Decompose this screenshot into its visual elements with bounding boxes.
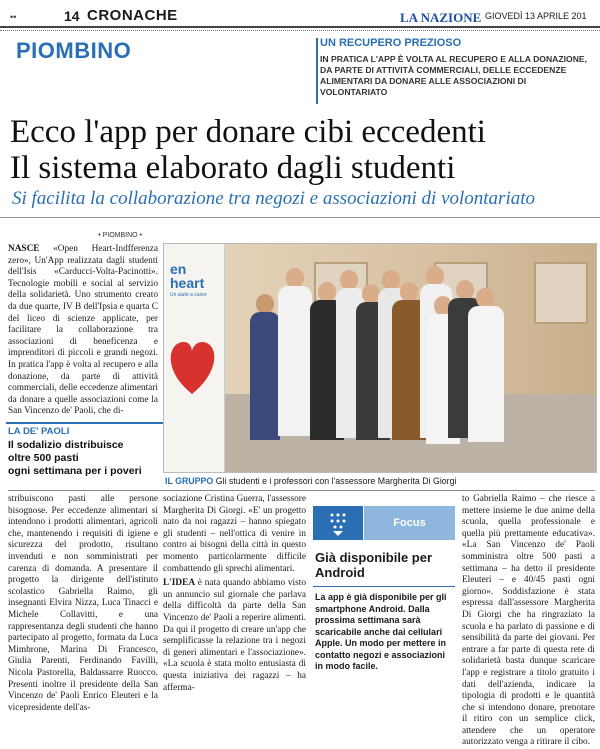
caption-text: Gli studenti e i professori con l'assessore Margherita Di Giorgi xyxy=(215,476,457,486)
person-head xyxy=(456,280,474,300)
header-rule xyxy=(0,26,600,28)
byline: • PIOMBINO • xyxy=(98,232,142,239)
sidebar-line-1: Il sodalizio distribuisce xyxy=(8,439,124,451)
banner-logo-line-1: en xyxy=(170,261,187,277)
article-column-2: stribuiscono pasti alle persone bisognose. Per eccedenze alimentari si intendono i prodotti alimentari, agricoli che, mantenendo i requisiti di igiene e sicurezza del prodotto, risultano invenduti e non somministrati per carenza di domanda. A presentare il progetto la dirigente dell'istituto scolastico Gabriella Raimo, gli insegnanti Elvira Nizza, Luca Tinacci e Michele Collavitti, e una rappresentanza degli studenti che hanno partecipato al progetto, formata da Luca Mimbrone, Marina Di Francesco, Giulia Parenti, Ferdinando Favilli, Nicola Pastorella, Baldassarre Ruocco. Presenti inoltre il presidente della San Vincenzo de' Paoli Enrico Eleuteri e la vicepresidente dell'as- xyxy=(8,494,158,713)
focus-body: La app è già disponibile per gli smartphone Android. Dalla prossima settimana sarà scaricabile anche dai cellulari Apple. Un modo per mettere in contatto negozi e associazioni in modo facile. xyxy=(315,592,447,671)
banner-logo-line-2: heart xyxy=(170,275,205,291)
person xyxy=(468,306,504,442)
person-head xyxy=(476,288,494,308)
subheadline: Si facilita la collaborazione tra negozi e associazioni di volontariato xyxy=(12,188,536,209)
group-photo xyxy=(163,243,597,473)
city-kicker: PIOMBINO xyxy=(16,38,132,63)
paragraph-lead: L'IDEA xyxy=(163,578,196,589)
banner-tagline: Un aiuto a cuore xyxy=(170,292,207,298)
column-3-text-a: sociazione Cristina Guerra, l'assessore Margherita Di Giorgi. «E' un progetto nato da noi ragazzi – hanno spiegato gli studenti – nell'ottica di venire in contro ai bisogni della città in questo momento particolarmente difficile combattendo gli sprechi alimentari. xyxy=(163,494,306,574)
sidebar-line-2: oltre 500 pasti xyxy=(8,452,79,464)
article-column-4: to Gabriella Raimo – che riesce a mettere insieme le due anime della scuola, quella professionale e quella più prettamente educativa». «La San Vincenzo de' Paoli somministra oltre 500 pasti a settimana – ha detto il presidente Eleuteri – e 40/45 pasti ogni giorno». Soddisfazione è stata espressa dall'assessore Margherita Di Giorgi che ha ringraziato la scuola e ha parlato di passione e di sensibilità da parte dei giovani. Per entrare a far parte di questa rete di solidarietà basta dunque scaricare l'app e registrare a titolo gratuito i dati dell'azienda, indicare la tipologia di prodotti e le quantità che si intendono donare, prenotare il ritiro con un semplice click, attendere che un operatore autorizzato venga a ritirare il cibo. xyxy=(462,494,595,748)
person xyxy=(278,286,312,436)
issue-date: GIOVEDÌ 13 APRILE 201 xyxy=(485,11,587,21)
recupero-accent-bar xyxy=(316,38,318,104)
article-column-1 xyxy=(8,244,158,418)
person-head xyxy=(340,270,358,290)
person xyxy=(250,312,280,440)
heart-icon xyxy=(166,324,218,404)
focus-label: Focus xyxy=(364,506,455,540)
sidebar-headline xyxy=(8,439,163,478)
section-title: CRONACHE xyxy=(87,7,178,24)
recupero-body: IN PRATICA L'APP È VOLTA AL RECUPERO E ALLA DONAZIONE, DA PARTE DI ATTIVITÀ COMMERCIALI, DELLE ECCEDENZE ALIMENTARI DA DONARE ALLE ASSOCIAZIONI DI VOLONTARIATO xyxy=(320,54,588,97)
photo-caption xyxy=(165,476,595,486)
caption-label: IL GRUPPO xyxy=(165,476,214,486)
article-column-3 xyxy=(163,494,306,694)
section-divider xyxy=(0,217,600,218)
page-number: 14 xyxy=(64,8,80,24)
focus-title: Già disponibile per Android xyxy=(315,550,433,580)
person-head xyxy=(256,294,274,314)
page-marker: •• xyxy=(10,12,17,22)
newspaper-name: LA NAZIONE xyxy=(400,10,482,25)
lead-word: NASCE xyxy=(8,244,40,254)
sidebar-line-3: ogni settimana per i poveri xyxy=(8,465,142,477)
android-icon xyxy=(313,506,363,540)
person-head xyxy=(286,268,304,288)
person-head xyxy=(426,266,444,286)
recupero-title: UN RECUPERO PREZIOSO xyxy=(320,37,462,49)
focus-divider xyxy=(313,586,455,587)
column-3-text-b: è nata quando abbiamo visto un annuncio sul giornale che parlava della difficoltà da parte della San Vincenzo de' Paoli a reperire alimenti. Da qui il progetto di creare un'app che semplificasse la relazione tra i negozi di generi alimentari e l'associazione». «La scuola è stata molto entusiasta di questa iniziativa dei ragazzi – ha afferma- xyxy=(163,578,306,693)
person-head xyxy=(400,282,418,302)
person-head xyxy=(382,270,400,290)
headline xyxy=(10,114,595,186)
headline-line-1: Ecco l'app per donare cibi eccedenti xyxy=(10,114,486,150)
sidebar-tag: LA DE' PAOLI xyxy=(8,426,70,437)
headline-line-2: Il sistema elaborato dagli studenti xyxy=(10,150,456,186)
photo-window xyxy=(534,262,588,324)
person-head xyxy=(318,282,336,302)
banner-logo-text xyxy=(170,262,204,290)
photo-banner xyxy=(164,244,225,472)
column-1-text: «Open Heart-Indfferenza zero», Un'App realizzata dagli studenti dell'Isis «Carducci-Volta-Pacinotti». Tecnologie mobili e social al servizio della solidarietà. Uno strumento creato da due quarte, IV B dell'Ipsia e quarta C del liceo di scienze applicate, per facilitare la collaborazione tra associazioni di beneficenza e imprenditori di piccoli e grandi negozi. In pratica l'app è volta al recupero e alla donazione, da parte di attività commerciali, delle eccedenze alimentari da donare a quelle associazioni come la San Vincenzo de' Paoli, che di- xyxy=(8,244,158,417)
caption-divider xyxy=(8,490,595,491)
header-dotted-rule xyxy=(0,30,600,31)
